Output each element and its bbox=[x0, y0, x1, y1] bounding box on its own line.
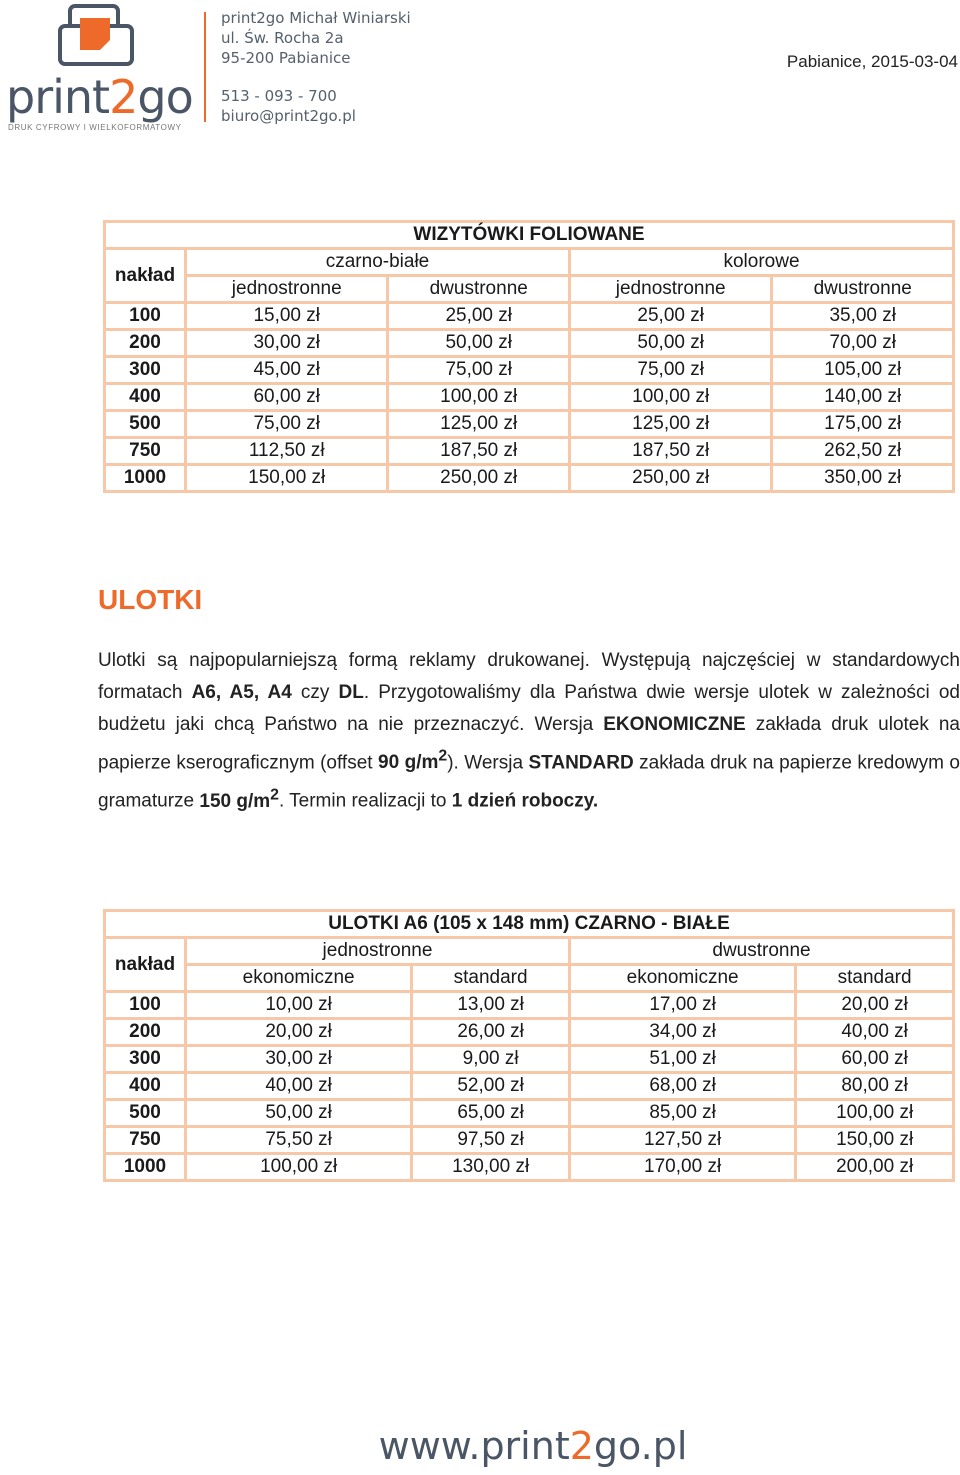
email-address: biuro@print2go.pl bbox=[221, 107, 356, 125]
table-row bbox=[105, 411, 954, 438]
quantity-cell: 750 bbox=[105, 438, 186, 465]
header-divider bbox=[204, 12, 206, 122]
price-cell: 25,00 zł bbox=[388, 303, 570, 330]
price-cell: 30,00 zł bbox=[186, 330, 388, 357]
price-cell: 40,00 zł bbox=[186, 1073, 412, 1100]
price-cell: 112,50 zł bbox=[186, 438, 388, 465]
group-header: czarno-białe bbox=[186, 249, 570, 276]
table-row bbox=[105, 330, 954, 357]
price-cell: 60,00 zł bbox=[796, 1046, 954, 1073]
naklad-header: nakład bbox=[105, 938, 186, 992]
street-address: ul. Św. Rocha 2a bbox=[221, 29, 344, 47]
column-header: standard bbox=[796, 965, 954, 992]
description-paragraph: Ulotki są najpopularniejszą formą reklamy drukowanej. Występują najczęściej w standardowych formatach A6, A5, A4 czy DL. Przygotowaliśmy dla Państwa dwie wersje ulotek w zależności od budżetu jaki chcą Państwo na nie przeznaczyć. Wersja EKONOMICZNE zakłada druk ulotek na papierze kserograficznym (offset 90 $g/m^2$). Wersja STANDARD zakłada druk na papierze kredowym o gramaturze 150 $g/m^2$. Termin realizacji to 1 dzień roboczy. bbox=[98, 650, 960, 812]
price-cell: 127,50 zł bbox=[569, 1127, 795, 1154]
price-cell: 65,00 zł bbox=[412, 1100, 570, 1127]
quantity-cell: 200 bbox=[105, 1019, 186, 1046]
column-header: jednostronne bbox=[569, 276, 771, 303]
price-cell: 125,00 zł bbox=[569, 411, 771, 438]
price-cell: 45,00 zł bbox=[186, 357, 388, 384]
price-cell: 250,00 zł bbox=[388, 465, 570, 492]
price-cell: 30,00 zł bbox=[186, 1046, 412, 1073]
naklad-header: nakład bbox=[105, 249, 186, 303]
company-name: print2go Michał Winiarski bbox=[221, 9, 411, 27]
price-cell: 100,00 zł bbox=[796, 1100, 954, 1127]
logo-tagline: DRUK CYFROWY I WIELKOFORMATOWY bbox=[8, 123, 182, 132]
price-cell: 80,00 zł bbox=[796, 1073, 954, 1100]
price-cell: 125,00 zł bbox=[388, 411, 570, 438]
price-cell: 105,00 zł bbox=[772, 357, 954, 384]
quantity-cell: 100 bbox=[105, 303, 186, 330]
table-row bbox=[105, 1154, 954, 1181]
phone-number: 513 - 093 - 700 bbox=[221, 87, 337, 105]
price-cell: 20,00 zł bbox=[186, 1019, 412, 1046]
price-cell: 26,00 zł bbox=[412, 1019, 570, 1046]
table-row bbox=[105, 357, 954, 384]
business-cards-price-table bbox=[103, 220, 955, 493]
price-cell: 75,00 zł bbox=[388, 357, 570, 384]
quantity-cell: 400 bbox=[105, 1073, 186, 1100]
table-row bbox=[105, 438, 954, 465]
contact-block bbox=[221, 8, 411, 126]
table-row bbox=[105, 1019, 954, 1046]
price-cell: 75,00 zł bbox=[186, 411, 388, 438]
table-row bbox=[105, 992, 954, 1019]
company-logo bbox=[6, 4, 193, 132]
quantity-cell: 200 bbox=[105, 330, 186, 357]
table-title: WIZYTÓWKI FOLIOWANE bbox=[105, 222, 954, 249]
table-row bbox=[105, 1046, 954, 1073]
footer-website: www.print2go.pl bbox=[378, 1424, 688, 1468]
price-cell: 187,50 zł bbox=[569, 438, 771, 465]
price-cell: 68,00 zł bbox=[569, 1073, 795, 1100]
group-header: dwustronne bbox=[569, 938, 953, 965]
price-cell: 350,00 zł bbox=[772, 465, 954, 492]
price-cell: 60,00 zł bbox=[186, 384, 388, 411]
price-cell: 150,00 zł bbox=[796, 1127, 954, 1154]
price-cell: 15,00 zł bbox=[186, 303, 388, 330]
price-cell: 20,00 zł bbox=[796, 992, 954, 1019]
table-row bbox=[105, 384, 954, 411]
table-row bbox=[105, 1100, 954, 1127]
quantity-cell: 300 bbox=[105, 1046, 186, 1073]
quantity-cell: 1000 bbox=[105, 1154, 186, 1181]
price-cell: 70,00 zł bbox=[772, 330, 954, 357]
price-cell: 140,00 zł bbox=[772, 384, 954, 411]
price-cell: 97,50 zł bbox=[412, 1127, 570, 1154]
price-cell: 10,00 zł bbox=[186, 992, 412, 1019]
price-cell: 40,00 zł bbox=[796, 1019, 954, 1046]
quantity-cell: 300 bbox=[105, 357, 186, 384]
price-cell: 75,50 zł bbox=[186, 1127, 412, 1154]
quantity-cell: 750 bbox=[105, 1127, 186, 1154]
quantity-cell: 500 bbox=[105, 1100, 186, 1127]
table-row bbox=[105, 1073, 954, 1100]
price-cell: 75,00 zł bbox=[569, 357, 771, 384]
price-cell: 50,00 zł bbox=[388, 330, 570, 357]
table-row bbox=[105, 465, 954, 492]
quantity-cell: 100 bbox=[105, 992, 186, 1019]
price-cell: 51,00 zł bbox=[569, 1046, 795, 1073]
column-header: ekonomiczne bbox=[186, 965, 412, 992]
price-cell: 9,00 zł bbox=[412, 1046, 570, 1073]
column-header: jednostronne bbox=[186, 276, 388, 303]
price-cell: 262,50 zł bbox=[772, 438, 954, 465]
price-cell: 17,00 zł bbox=[569, 992, 795, 1019]
price-cell: 35,00 zł bbox=[772, 303, 954, 330]
price-cell: 200,00 zł bbox=[796, 1154, 954, 1181]
price-cell: 187,50 zł bbox=[388, 438, 570, 465]
price-cell: 100,00 zł bbox=[569, 384, 771, 411]
logo-wordmark: print2go bbox=[6, 70, 193, 124]
price-cell: 52,00 zł bbox=[412, 1073, 570, 1100]
price-cell: 25,00 zł bbox=[569, 303, 771, 330]
document-date: Pabianice, 2015-03-04 bbox=[786, 52, 958, 71]
price-cell: 50,00 zł bbox=[186, 1100, 412, 1127]
price-cell: 85,00 zł bbox=[569, 1100, 795, 1127]
price-cell: 50,00 zł bbox=[569, 330, 771, 357]
table-title: ULOTKI A6 (105 x 148 mm) CZARNO - BIAŁE bbox=[105, 911, 954, 938]
column-header: dwustronne bbox=[772, 276, 954, 303]
printer-icon bbox=[56, 4, 136, 70]
price-cell: 100,00 zł bbox=[186, 1154, 412, 1181]
price-cell: 34,00 zł bbox=[569, 1019, 795, 1046]
group-header: jednostronne bbox=[186, 938, 570, 965]
city-address: 95-200 Pabianice bbox=[221, 49, 351, 67]
price-cell: 130,00 zł bbox=[412, 1154, 570, 1181]
quantity-cell: 500 bbox=[105, 411, 186, 438]
table-row bbox=[105, 303, 954, 330]
column-header: dwustronne bbox=[388, 276, 570, 303]
price-cell: 100,00 zł bbox=[388, 384, 570, 411]
price-cell: 150,00 zł bbox=[186, 465, 388, 492]
table-row bbox=[105, 1127, 954, 1154]
quantity-cell: 1000 bbox=[105, 465, 186, 492]
quantity-cell: 400 bbox=[105, 384, 186, 411]
column-header: standard bbox=[412, 965, 570, 992]
price-cell: 170,00 zł bbox=[569, 1154, 795, 1181]
flyers-price-table bbox=[103, 909, 955, 1182]
column-header: ekonomiczne bbox=[569, 965, 795, 992]
price-cell: 13,00 zł bbox=[412, 992, 570, 1019]
group-header: kolorowe bbox=[569, 249, 953, 276]
section-title: ULOTKI bbox=[98, 584, 203, 615]
price-cell: 250,00 zł bbox=[569, 465, 771, 492]
price-cell: 175,00 zł bbox=[772, 411, 954, 438]
